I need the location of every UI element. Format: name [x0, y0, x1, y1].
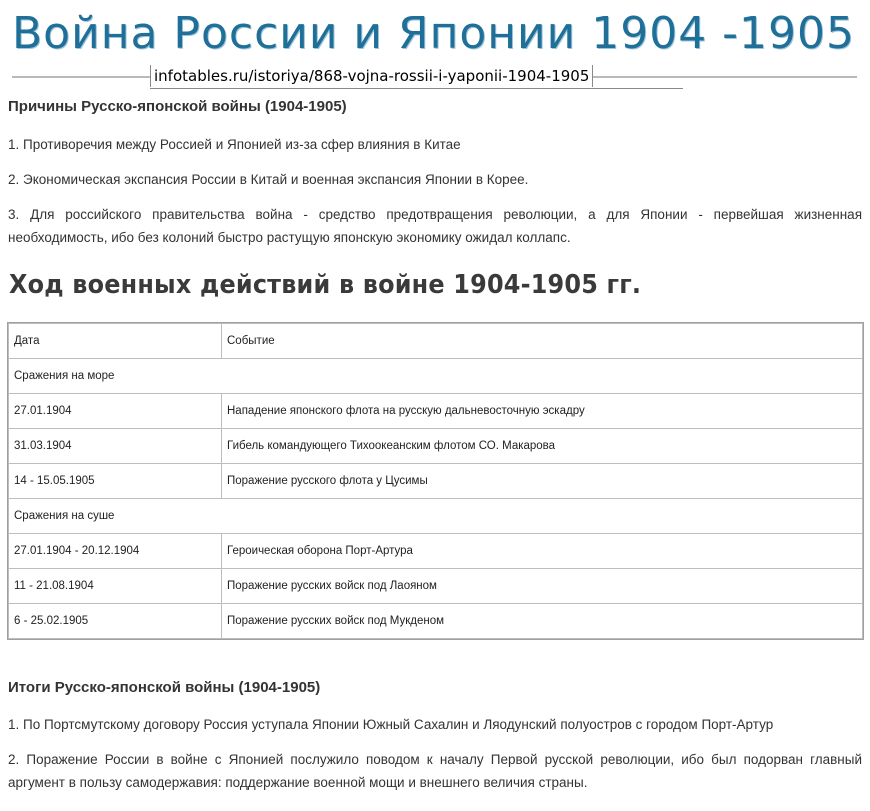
causes-item-2: 2. Экономическая экспансия России в Китай и военная экспансия Японии в Корее.: [8, 172, 529, 187]
event-date: 31.03.1904: [9, 429, 222, 464]
event-description: Гибель командующего Тихоокеанским флотом СО. Макарова: [222, 429, 863, 464]
table-row: [9, 534, 863, 569]
column-header-date: Дата: [9, 324, 222, 359]
event-date: 11 - 21.08.1904: [9, 569, 222, 604]
group-title-land: Сражения на суше: [9, 499, 863, 534]
column-header-event: Событие: [222, 324, 863, 359]
event-date: 27.01.1904 - 20.12.1904: [9, 534, 222, 569]
results-item-2: 2. Поражение России в войне с Японией послужило поводом к началу Первой русской революции, ибо был подорван главный аргумент в пользу самодержавия: поддержание военной мощи и внешнего величия страны.: [8, 752, 862, 790]
event-description: Нападение японского флота на русскую дальневосточную эскадру: [222, 394, 863, 429]
causes-item-1: 1. Противоречия между Россией и Японией из-за сфер влияния в Китае: [8, 137, 461, 152]
banner-url: infotables.ru/istoriya/868-vojna-rossii-i-yaponii-1904-1905: [150, 65, 593, 87]
events-table: [8, 323, 863, 639]
results-heading: Итоги Русско-японской войны (1904-1905): [8, 679, 321, 696]
event-date: 6 - 25.02.1905: [9, 604, 222, 639]
table-row: [9, 429, 863, 464]
table-row: [9, 569, 863, 604]
table-row: [9, 604, 863, 639]
banner-title: Война России и Японии 1904 -1905: [12, 8, 856, 59]
event-date: 27.01.1904: [9, 394, 222, 429]
banner-url-underline: [150, 88, 683, 89]
table-row: [9, 464, 863, 499]
event-date: 14 - 15.05.1905: [9, 464, 222, 499]
results-item-1: 1. По Портсмутскому договору Россия уступала Японии Южный Сахалин и Ляодунский полуостров с городом Порт-Артур: [8, 717, 774, 732]
event-description: Поражение русских войск под Мукденом: [222, 604, 863, 639]
event-description: Поражение русских войск под Лаояном: [222, 569, 863, 604]
banner: [0, 0, 870, 92]
event-description: Поражение русского флота у Цусимы: [222, 464, 863, 499]
course-heading: Ход военных действий в войне 1904-1905 гг.: [9, 270, 642, 300]
causes-heading: Причины Русско-японской войны (1904-1905): [8, 98, 347, 115]
table-row: [9, 394, 863, 429]
causes-item-3: 3. Для российского правительства война - средство предотвращения революции, а для Японии - первейшая жизненная необходимость, ибо без колоний быстро растущую японскую экономику ожидал коллапс.: [8, 207, 862, 245]
group-title-sea: Сражения на море: [9, 359, 863, 394]
table-header-row: [9, 324, 863, 359]
table-group-row: [9, 359, 863, 394]
table-group-row: [9, 499, 863, 534]
event-description: Героическая оборона Порт-Артура: [222, 534, 863, 569]
